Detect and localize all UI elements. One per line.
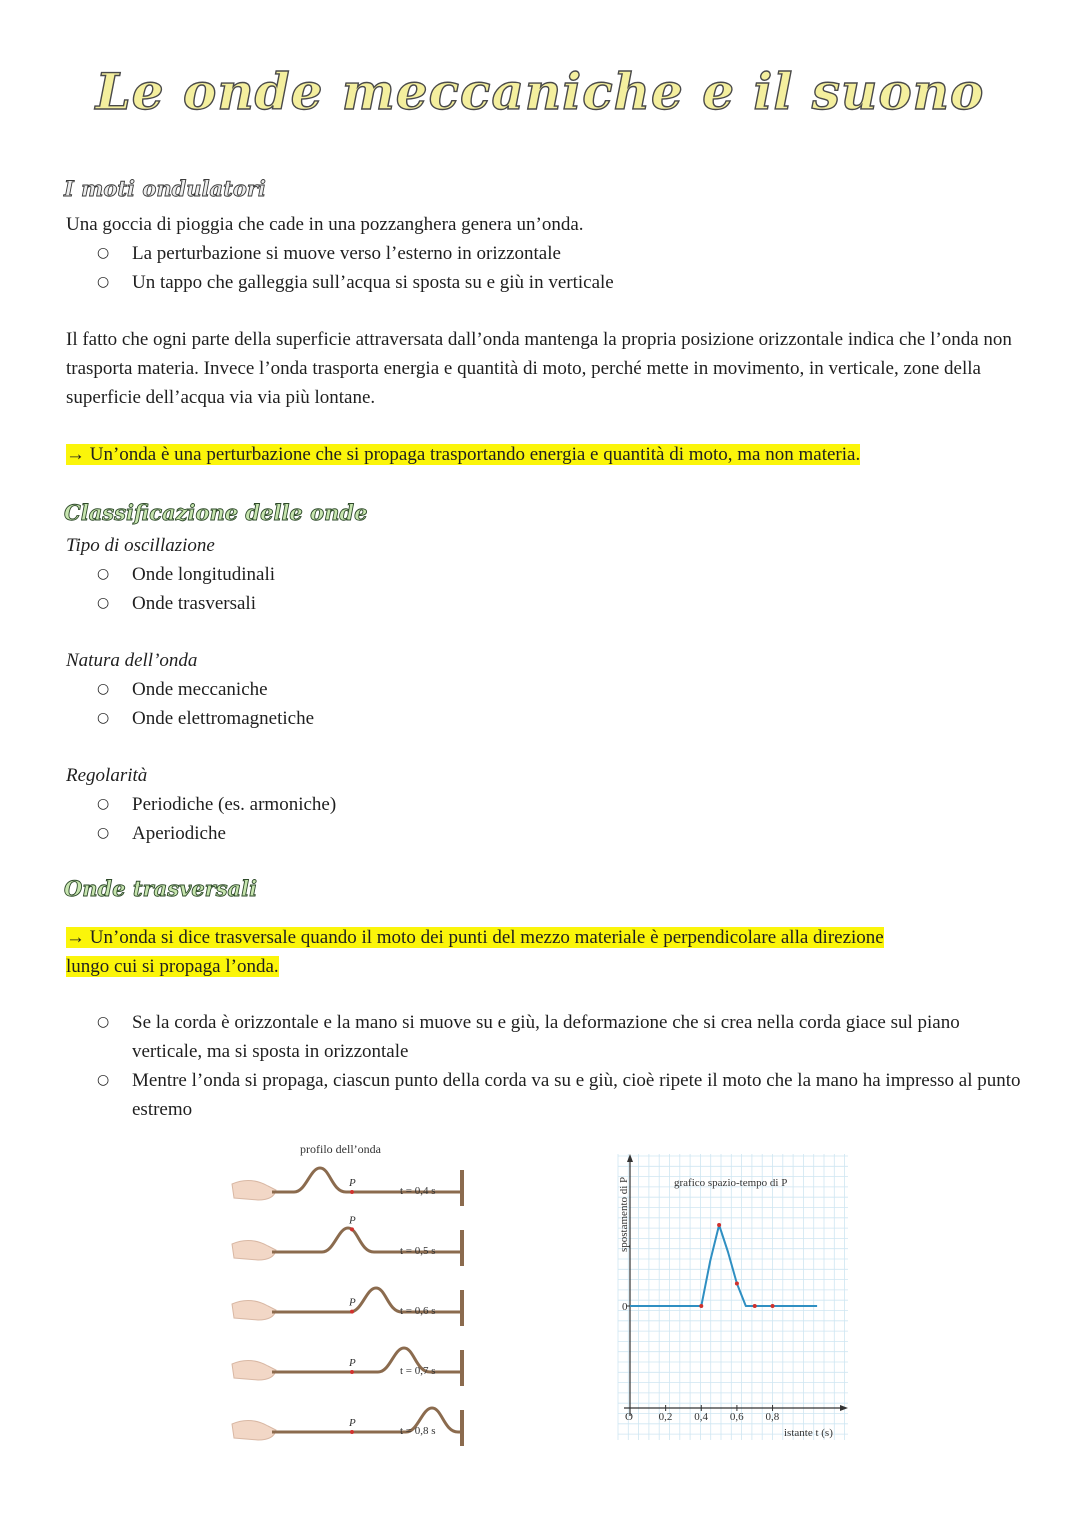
circle-bullet-icon: ○ xyxy=(97,710,110,726)
list-item: ○ Un tappo che galleggia sull’acqua si sposta su e giù in verticale xyxy=(66,268,1026,297)
series-line xyxy=(630,1225,817,1306)
data-point xyxy=(735,1282,739,1286)
x-tick-label: 0,8 xyxy=(765,1411,780,1423)
x-axis-label: istante t (s) xyxy=(784,1427,833,1439)
x-tick-label: O xyxy=(625,1411,633,1423)
point-p-marker xyxy=(350,1310,354,1314)
oscillazione-list xyxy=(66,560,1026,618)
y-axis-label: spostamento di P xyxy=(618,1176,630,1252)
regolarita-list xyxy=(66,790,1026,848)
x-tick-label: 0,2 xyxy=(658,1411,673,1423)
list-item: ○ Onde meccaniche xyxy=(66,675,1026,704)
wave-frame xyxy=(232,1408,462,1446)
point-p-label: P xyxy=(349,1357,356,1369)
point-p-marker xyxy=(350,1190,354,1194)
point-p-label: P xyxy=(349,1177,356,1189)
circle-bullet-icon: ○ xyxy=(97,1072,110,1088)
hand-icon xyxy=(232,1300,276,1320)
wave-frame xyxy=(232,1288,462,1326)
group-title-natura: Natura dell’onda xyxy=(66,650,198,671)
circle-bullet-icon: ○ xyxy=(97,825,110,841)
data-point xyxy=(717,1223,721,1227)
heading-classificazione: Classificazione delle onde xyxy=(64,500,368,525)
wave-profile-figure xyxy=(228,1138,478,1448)
hand-icon xyxy=(232,1360,276,1380)
moti-bullet-list xyxy=(66,239,1026,297)
point-p-marker xyxy=(350,1430,354,1434)
list-item: ○ Onde longitudinali xyxy=(66,560,1026,589)
circle-bullet-icon: ○ xyxy=(97,595,110,611)
y-tick-label: 0 xyxy=(622,1301,628,1313)
point-p-marker xyxy=(350,1227,354,1231)
group-title-oscillazione: Tipo di oscillazione xyxy=(66,535,215,556)
x-tick-label: 0,4 xyxy=(694,1411,709,1423)
chart-svg xyxy=(616,1152,852,1444)
chart-grid xyxy=(618,1154,848,1440)
list-item: ○ Aperiodiche xyxy=(66,819,1026,848)
explanation-paragraph: Il fatto che ogni parte della superficie attraversata dall’onda mantenga la propria posizione orizzontale indica che l’onda non trasporta materia. Invece l’onda trasporta energia e quantità di moto, perché mette in movimento, in verticale, zone della superficie dell’acqua via via più lontane. xyxy=(66,329,1012,408)
wave-frame xyxy=(232,1214,462,1266)
circle-bullet-icon: ○ xyxy=(97,681,110,697)
circle-bullet-icon: ○ xyxy=(97,1014,110,1030)
definition-wave xyxy=(66,440,1026,469)
natura-list xyxy=(66,675,1026,733)
time-label: t = 0,6 s xyxy=(400,1305,436,1317)
list-item: ○ La perturbazione si muove verso l’esterno in orizzontale xyxy=(66,239,1026,268)
circle-bullet-icon: ○ xyxy=(97,566,110,582)
time-label: t = 0,7 s xyxy=(400,1365,436,1377)
trasversali-list xyxy=(66,1008,1026,1124)
wave-frame xyxy=(232,1168,462,1206)
data-point xyxy=(771,1304,775,1308)
intro-paragraph: Una goccia di pioggia che cade in una pozzanghera genera un’onda. xyxy=(66,214,584,235)
list-item: ○ Periodiche (es. armoniche) xyxy=(66,790,1026,819)
highlight-definition: → Un’onda è una perturbazione che si propaga trasportando energia e quantità di moto, ma non materia. xyxy=(66,444,861,465)
list-item: ○ Onde trasversali xyxy=(66,589,1026,618)
time-label: t = 0,8 s xyxy=(400,1425,436,1437)
hand-icon xyxy=(232,1240,276,1260)
data-point xyxy=(753,1304,757,1308)
highlight-definition-line2: lungo cui si propaga l’onda. xyxy=(66,956,279,977)
space-time-chart xyxy=(616,1152,852,1444)
hand-icon xyxy=(232,1420,276,1440)
point-p-label: P xyxy=(349,1417,356,1429)
group-title-regolarita: Regolarità xyxy=(66,765,148,786)
definition-transverse xyxy=(66,923,1026,981)
wave-frame xyxy=(232,1348,462,1386)
list-item: ○ Onde elettromagnetiche xyxy=(66,704,1026,733)
profile-label: profilo dell’onda xyxy=(300,1142,381,1156)
circle-bullet-icon: ○ xyxy=(97,796,110,812)
heading-moti-ondulatori: I moti ondulatori xyxy=(64,176,266,201)
circle-bullet-icon: ○ xyxy=(97,274,110,290)
point-p-marker xyxy=(350,1370,354,1374)
x-tick-label: 0,6 xyxy=(729,1411,744,1423)
time-label: t = 0,4 s xyxy=(400,1185,436,1197)
highlight-definition-line1: → Un’onda si dice trasversale quando il moto dei punti del mezzo materiale è perpendicolare alla direzione xyxy=(66,927,884,948)
data-point xyxy=(699,1304,703,1308)
point-p-label: P xyxy=(349,1296,356,1309)
chart-title: grafico spazio-tempo di P xyxy=(674,1177,788,1189)
list-item: ○ Mentre l’onda si propaga, ciascun punto della corda va su e giù, cioè ripete il moto che la mano ha impresso al punto estremo xyxy=(66,1066,1026,1124)
heading-onde-trasversali: Onde trasversali xyxy=(64,876,258,901)
point-p-label: P xyxy=(349,1214,356,1227)
circle-bullet-icon: ○ xyxy=(97,245,110,261)
time-label: t = 0,5 s xyxy=(400,1245,436,1257)
hand-icon xyxy=(232,1180,276,1200)
x-axis-arrow-icon xyxy=(840,1405,848,1411)
list-item: ○ Se la corda è orizzontale e la mano si muove su e giù, la deformazione che si crea nella corda giace sul piano verticale, ma si sposta in orizzontale xyxy=(66,1008,1026,1066)
page-title: Le onde meccaniche e il suono xyxy=(95,62,985,121)
wave-profile-svg xyxy=(228,1138,478,1448)
